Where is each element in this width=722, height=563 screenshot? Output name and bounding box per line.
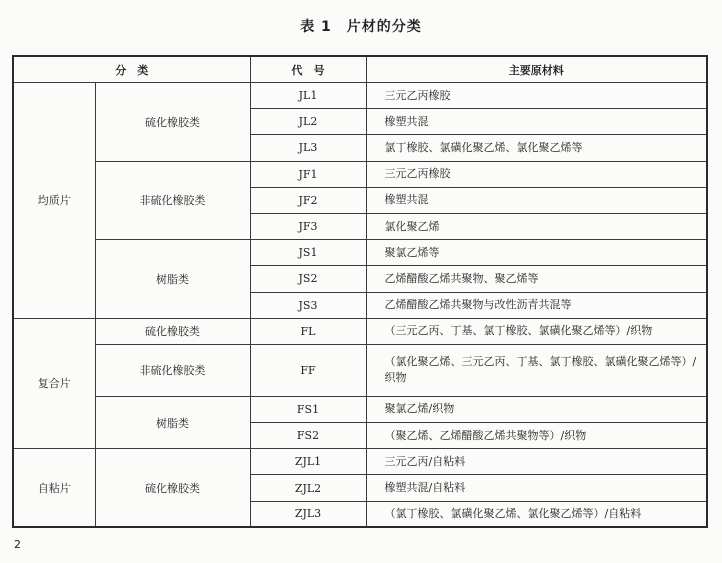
material-cell: 氯丁橡胶、氯磺化聚乙烯、氯化聚乙烯等 [366,135,707,161]
table-row [13,240,707,266]
table-row [13,396,707,422]
subcategory-cell: 树脂类 [95,240,250,319]
table-title: 表 1 片材的分类 [300,19,422,35]
subcategory-cell: 非硫化橡胶类 [95,344,250,396]
table-row [13,161,707,187]
code-cell: JL1 [250,83,366,109]
page-number: 2 [14,538,21,551]
subcategory-cell: 树脂类 [95,396,250,448]
code-cell: FF [250,344,366,396]
material-cell: 橡塑共混 [366,187,707,213]
group-name-cell: 复合片 [13,318,95,449]
table-row [13,318,707,344]
header-category: 分 类 [13,56,250,83]
material-cell: 三元乙丙橡胶 [366,83,707,109]
subcategory-cell: 硫化橡胶类 [95,318,250,344]
code-cell: ZJL2 [250,475,366,501]
code-cell: FS1 [250,396,366,422]
code-cell: JF2 [250,187,366,213]
material-cell: 三元乙丙/自粘料 [366,449,707,475]
code-cell: JL2 [250,109,366,135]
subcategory-cell: 硫化橡胶类 [95,83,250,162]
header-row [13,56,707,83]
material-cell: 聚氯乙烯等 [366,240,707,266]
code-cell: JS2 [250,266,366,292]
material-cell: （氯丁橡胶、氯磺化聚乙烯、氯化聚乙烯等）/自粘料 [366,501,707,527]
table-row [13,344,707,396]
classification-table [12,55,708,528]
material-cell: （聚乙烯、乙烯醋酸乙烯共聚物等）/织物 [366,423,707,449]
code-cell: JS3 [250,292,366,318]
subcategory-cell: 非硫化橡胶类 [95,161,250,240]
code-cell: FL [250,318,366,344]
material-cell: 氯化聚乙烯 [366,213,707,239]
header-code: 代 号 [250,56,366,83]
material-cell: 聚氯乙烯/织物 [366,396,707,422]
header-material: 主要原材料 [366,56,707,83]
table-body [13,83,707,528]
code-cell: ZJL1 [250,449,366,475]
code-cell: JF1 [250,161,366,187]
code-cell: JL3 [250,135,366,161]
table-row [13,83,707,109]
code-cell: JF3 [250,213,366,239]
material-cell: 乙烯醋酸乙烯共聚物与改性沥青共混等 [366,292,707,318]
table-row [13,449,707,475]
material-cell: 橡塑共混/自粘料 [366,475,707,501]
material-cell: 乙烯醋酸乙烯共聚物、聚乙烯等 [366,266,707,292]
group-name-cell: 均质片 [13,83,95,319]
code-cell: ZJL3 [250,501,366,527]
material-cell: （氯化聚乙烯、三元乙丙、丁基、氯丁橡胶、氯磺化聚乙烯等）/织物 [366,344,707,396]
code-cell: JS1 [250,240,366,266]
material-cell: 三元乙丙橡胶 [366,161,707,187]
subcategory-cell: 硫化橡胶类 [95,449,250,528]
group-name-cell: 自粘片 [13,449,95,528]
material-cell: 橡塑共混 [366,109,707,135]
material-cell: （三元乙丙、丁基、氯丁橡胶、氯磺化聚乙烯等）/织物 [366,318,707,344]
code-cell: FS2 [250,423,366,449]
